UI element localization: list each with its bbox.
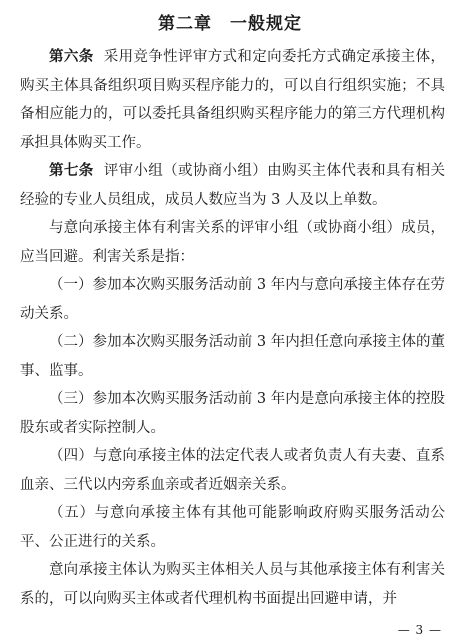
article-6-text: 采用竞争性评审方式和定向委托方式确定承接主体，购买主体具备组织项目购买程序能力的，可以自行组织实施；不具备相应能力的，可以委托具备组织购买程序能力的第三方代理机构承担具体购买工作。 [20, 49, 446, 151]
list-item-1: （一）参加本次购买服务活动前 3 年内与意向承接主体存在劳动关系。 [20, 277, 445, 322]
chapter-title: 第二章 一般规定 [158, 14, 302, 34]
list-item-2: （二）参加本次购买服务活动前 3 年内担任意向承接主体的董事、监事。 [20, 334, 445, 379]
article-7-paragraph [20, 157, 445, 214]
list-item-4: （四）与意向承接主体的法定代表人或者负责人有夫妻、直系血亲、三代以内旁系血亲或者近姻亲关系。 [20, 448, 445, 493]
conflict-of-interest-paragraph: 与意向承接主体有利害关系的评审小组（或协商小组）成员，应当回避。利害关系是指： [20, 220, 445, 265]
list-item-3: （三）参加本次购买服务活动前 3 年内是意向承接主体的控股股东或者实际控制人。 [20, 391, 445, 436]
article-7-text: 评审小组（或协商小组）由购买主体代表和具有相关经验的专业人员组成，成员人数应当为 3 人及以上单数。 [20, 163, 446, 208]
page-number: — 3 — [397, 623, 442, 637]
list-item-5: （五）与意向承接主体有其他可能影响政府购买服务活动公平、公正进行的关系。 [20, 505, 445, 550]
recusal-application-paragraph: 意向承接主体认为购买主体相关人员与其他承接主体有利害关系的，可以向购买主体或者代理机构书面提出回避申请，并 [20, 562, 445, 607]
article-6-label: 第六条 [49, 49, 94, 65]
document-body [20, 43, 445, 613]
article-7-label: 第七条 [49, 163, 94, 179]
article-6-paragraph [20, 43, 445, 157]
